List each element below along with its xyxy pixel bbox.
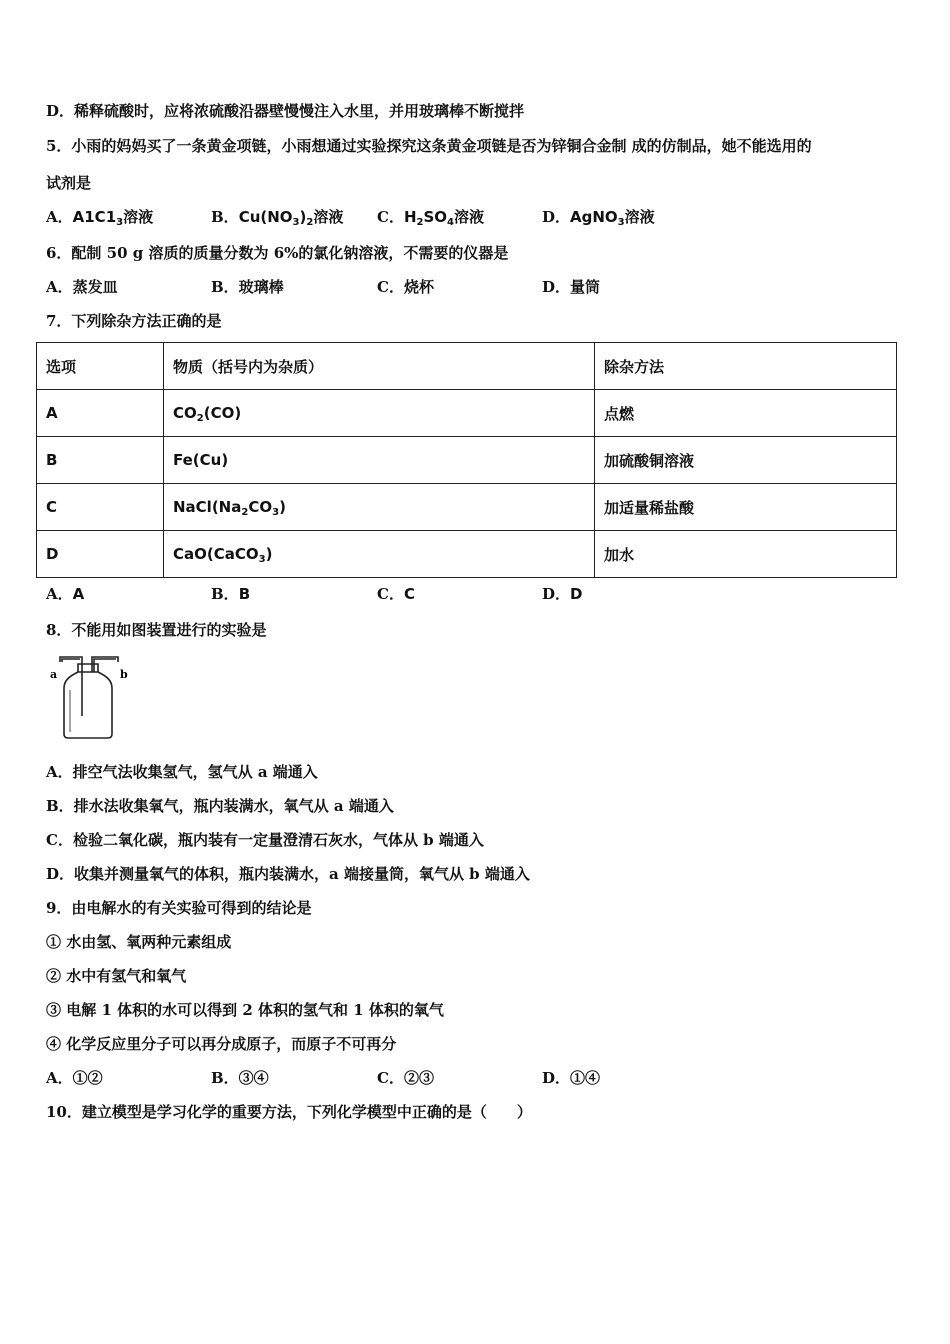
q5-option-letter: C． (377, 208, 404, 226)
bottle-body (64, 672, 112, 738)
q5-option-subscript: 4 (447, 217, 455, 228)
q5-option-letter: D． (542, 208, 571, 226)
q7-option-d (542, 584, 582, 604)
q5-option-suffix: 溶液 (454, 208, 485, 226)
q8-option-a: A．排空气法收集氢气，氢气从 a 端通入 (46, 763, 318, 781)
label-b: b (120, 668, 128, 681)
q7-option-value: A (72, 585, 85, 603)
q7-row-substance (164, 437, 595, 484)
q5-option-d (542, 207, 655, 227)
q5-option-formula-tail: ) (299, 208, 307, 226)
q7-table (36, 342, 897, 578)
q5-option-c (377, 207, 484, 227)
formula-subscript: 3 (272, 507, 280, 518)
q7-row-option: A (37, 390, 164, 437)
q7-option-a (46, 584, 84, 604)
q10-stem: 10．建立模型是学习化学的重要方法，下列化学模型中正确的是（ ） (46, 1103, 532, 1121)
q5-stem-line2: 试剂是 (46, 174, 92, 192)
q4-option-d: D．稀释硫酸时，应将浓硫酸沿器壁慢慢注入水里，并用玻璃棒不断搅拌 (46, 102, 525, 120)
q5-option-formula-tail: SO (423, 208, 448, 226)
q9-statement-4: ④ 化学反应里分子可以再分成原子，而原子不可再分 (46, 1035, 397, 1053)
formula-part: NaCl(Na (173, 498, 242, 516)
q7-option-letter: C． (377, 585, 404, 603)
q7-row-method: 加适量稀盐酸 (595, 484, 897, 531)
table-row (37, 531, 897, 578)
q8-option-c: C．检验二氧化碳，瓶内装有一定量澄清石灰水，气体从 b 端通入 (46, 831, 484, 849)
q5-stem-line1: 5．小雨的妈妈买了一条黄金项链，小雨想通过实验探究这条黄金项链是否为锌铜合金制 成的仿制品，她不能选用的 (46, 137, 812, 155)
formula-subscript: 2 (196, 413, 204, 424)
q9-statement-3: ③ 电解 1 体积的水可以得到 2 体积的氢气和 1 体积的氧气 (46, 1001, 444, 1019)
q6-option-d: D．量筒 (542, 278, 601, 296)
q7-row-option: C (37, 484, 164, 531)
q7-row-method: 点燃 (595, 390, 897, 437)
formula-part: Fe(Cu) (173, 451, 229, 469)
q5-option-b (211, 207, 343, 227)
q8-option-d: D．收集并测量氧气的体积，瓶内装满水，a 端接量筒，氧气从 b 端通入 (46, 865, 530, 883)
q5-option-formula: Cu(NO (238, 208, 293, 226)
q7-row-substance (164, 484, 595, 531)
formula-part: CaO(CaCO (173, 545, 259, 563)
table-row (37, 390, 897, 437)
q7-option-letter: B． (211, 585, 239, 603)
q7-row-option: D (37, 531, 164, 578)
q5-option-formula: AgNO (570, 208, 618, 226)
q9-option-b: B．③④ (211, 1069, 269, 1087)
q7-row-substance (164, 390, 595, 437)
q6-option-a: A．蒸发皿 (46, 278, 118, 296)
q9-statement-1: ① 水由氢、氧两种元素组成 (46, 933, 232, 951)
formula-part: ) (265, 545, 273, 563)
q7-option-letter: D． (542, 585, 571, 603)
formula-part: CO (173, 404, 197, 422)
q7-stem: 7．下列除杂方法正确的是 (46, 312, 222, 330)
formula-part: (CO) (203, 404, 242, 422)
q5-option-subscript: 2 (416, 217, 424, 228)
q7-option-value: D (570, 585, 583, 603)
q6-stem: 6．配制 50 g 溶质的质量分数为 6%的氯化钠溶液，不需要的仪器是 (46, 244, 509, 262)
q9-option-d: D．①④ (542, 1069, 601, 1087)
q5-option-subscript: 3 (292, 217, 300, 228)
bottle-stopper (78, 664, 98, 672)
table-row (37, 437, 897, 484)
gas-bottle-figure (48, 654, 130, 740)
formula-subscript: 3 (258, 554, 266, 565)
q7-option-b (211, 584, 250, 604)
q5-option-formula: A1C1 (72, 208, 117, 226)
q5-option-a (46, 207, 153, 227)
q9-option-a: A．①② (46, 1069, 103, 1087)
q5-option-letter: A． (46, 208, 73, 226)
q7-header-option: 选项 (37, 343, 164, 390)
q7-row-substance (164, 531, 595, 578)
q9-option-c: C．②③ (377, 1069, 434, 1087)
q8-stem: 8．不能用如图装置进行的实验是 (46, 621, 267, 639)
q7-table-header (37, 343, 897, 390)
q6-option-b: B．玻璃棒 (211, 278, 284, 296)
q7-header-method: 除杂方法 (595, 343, 897, 390)
table-row (37, 484, 897, 531)
q9-statement-2: ② 水中有氢气和氧气 (46, 967, 187, 985)
q7-option-letter: A． (46, 585, 73, 603)
q7-row-method: 加硫酸铜溶液 (595, 437, 897, 484)
q5-option-suffix: 溶液 (313, 208, 344, 226)
q7-option-c (377, 584, 415, 604)
formula-part: ) (279, 498, 286, 516)
q7-row-option: B (37, 437, 164, 484)
q5-option-subscript: 3 (617, 217, 625, 228)
q6-option-c: C．烧杯 (377, 278, 434, 296)
q9-stem: 9．由电解水的有关实验可得到的结论是 (46, 899, 312, 917)
label-a: a (50, 668, 58, 681)
q7-option-value: C (403, 585, 415, 603)
q5-option-subscript: 3 (116, 217, 124, 228)
q8-option-b: B．排水法收集氧气，瓶内装满水，氧气从 a 端通入 (46, 797, 394, 815)
q7-header-substance: 物质（括号内为杂质） (164, 343, 595, 390)
q5-option-formula: H (403, 208, 417, 226)
q5-option-suffix: 溶液 (123, 208, 154, 226)
formula-part: CO (248, 498, 273, 516)
q5-option-suffix: 溶液 (624, 208, 655, 226)
formula-subscript: 2 (241, 507, 249, 518)
q7-row-method: 加水 (595, 531, 897, 578)
q7-option-value: B (238, 585, 251, 603)
q5-option-letter: B． (211, 208, 239, 226)
q5-option-subscript: 2 (306, 217, 314, 228)
